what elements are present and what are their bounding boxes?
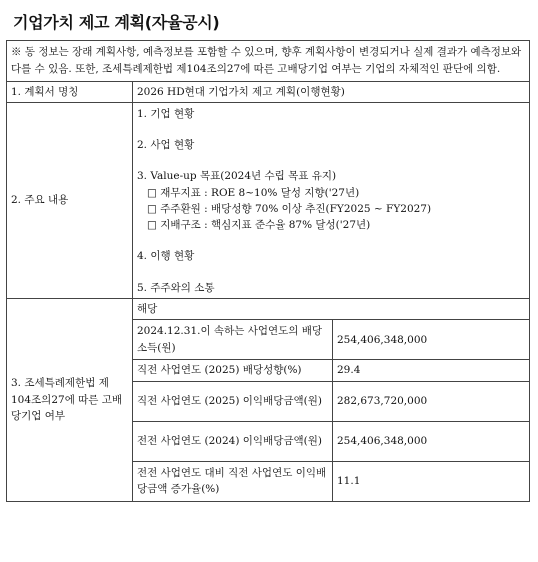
disclosure-table [6,40,530,502]
plan-name-value: 2026 HD현대 기업가치 제고 계획(이행현황) [133,81,530,102]
plan-name-label: 1. 계획서 명칭 [7,81,133,102]
dividend-row-value: 254,406,348,000 [333,320,530,360]
list-item: □ 지배구조 : 핵심지표 준수율 87% 달성('27년) [147,219,371,232]
dividend-row-label: 직전 사업연도 (2025) 배당성향(%) [133,360,333,381]
list-item: 5. 주주와의 소통 [137,281,215,294]
list-item: 3. Value-up 목표(2024년 수립 목표 유지) [137,170,337,183]
dividend-row-label: 전전 사업연도 대비 직전 사업연도 이익배당금액 증가율(%) [133,461,333,501]
main-content-list [133,102,530,298]
dividend-row-label: 2024.12.31.이 속하는 사업연도의 배당소득(원) [133,320,333,360]
dividend-row-value: 11.1 [333,461,530,501]
list-item: □ 재무지표 : ROE 8~10% 달성 지향('27년) [147,186,360,199]
dividend-row-value: 254,406,348,000 [333,421,530,461]
dividend-row-value: 29.4 [333,360,530,381]
list-item: 2. 사업 현황 [137,139,195,152]
list-item: □ 주주환원 : 배당성향 70% 이상 추진(FY2025 ~ FY2027) [147,202,432,215]
list-item: 1. 기업 현황 [137,107,195,120]
high-dividend-status: 해당 [133,298,530,319]
dividend-row-label: 전전 사업연도 (2024) 이익배당금액(원) [133,421,333,461]
list-item: 4. 이행 현황 [137,250,195,263]
high-dividend-label: 3. 조세특례제한법 제104조의27에 따른 고배당기업 여부 [7,298,133,501]
main-content-label: 2. 주요 내용 [7,102,133,298]
dividend-row-label: 직전 사업연도 (2025) 이익배당금액(원) [133,381,333,421]
page-title: 기업가치 제고 계획(자율공시) [13,13,220,32]
dividend-row-value: 282,673,720,000 [333,381,530,421]
disclaimer-note: ※ 동 정보는 장래 계획사항, 예측정보를 포함할 수 있으며, 향후 계획사항이 변경되거나 실제 결과가 예측정보와 다를 수 있음. 또한, 조세특례제한법 제104조의27에 따른 고배당기업 여부는 기업의 자체적인 판단에 의함. [7,41,530,82]
